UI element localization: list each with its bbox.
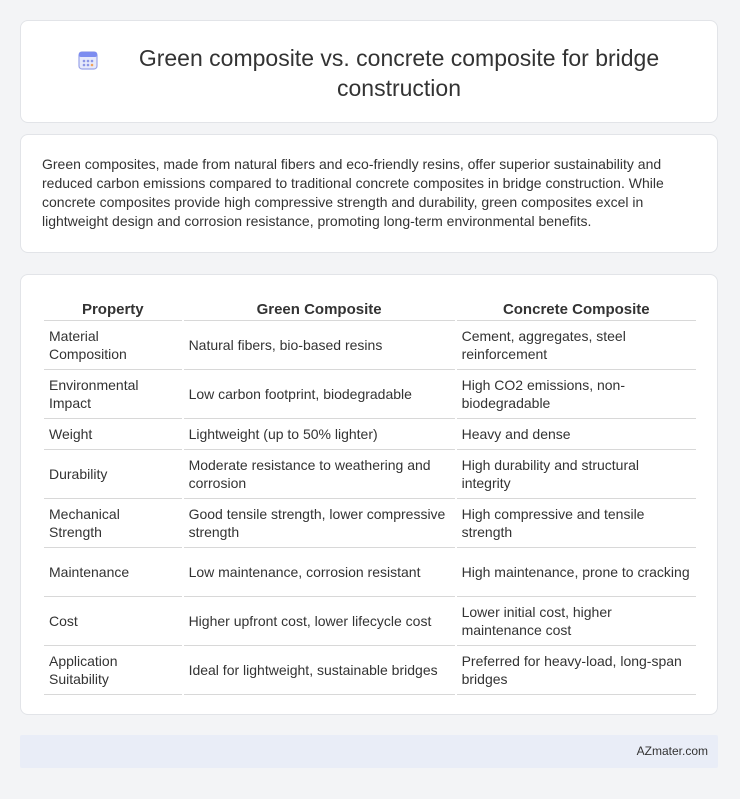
concrete-cell: Lower initial cost, higher maintenance cost	[457, 597, 696, 646]
concrete-cell: High compressive and tensile strength	[457, 499, 696, 548]
footer-brand[interactable]: AZmater.com	[636, 744, 708, 758]
table-row	[44, 321, 696, 370]
green-cell: Natural fibers, bio-based resins	[184, 321, 455, 370]
property-cell: Application Suitability	[44, 646, 182, 695]
property-cell: Weight	[44, 419, 182, 450]
green-cell: Good tensile strength, lower compressive strength	[184, 499, 455, 548]
property-cell: Material Composition	[44, 321, 182, 370]
property-cell: Environmental Impact	[44, 370, 182, 419]
table-header-row	[44, 295, 696, 321]
green-cell: Lightweight (up to 50% lighter)	[184, 419, 455, 450]
green-cell: Low carbon footprint, biodegradable	[184, 370, 455, 419]
green-cell: Moderate resistance to weathering and corrosion	[184, 450, 455, 499]
green-cell: Ideal for lightweight, sustainable bridges	[184, 646, 455, 695]
property-cell: Mechanical Strength	[44, 499, 182, 548]
green-cell: Higher upfront cost, lower lifecycle cost	[184, 597, 455, 646]
property-cell: Cost	[44, 597, 182, 646]
concrete-cell: High CO2 emissions, non-biodegradable	[457, 370, 696, 419]
table-row	[44, 499, 696, 548]
concrete-cell: Preferred for heavy-load, long-span bridges	[457, 646, 696, 695]
table-row	[44, 646, 696, 695]
comparison-card	[20, 274, 718, 715]
header-property: Property	[44, 295, 182, 321]
header-green-composite: Green Composite	[184, 295, 455, 321]
table-row	[44, 548, 696, 597]
concrete-cell: Cement, aggregates, steel reinforcement	[457, 321, 696, 370]
footer-bar	[20, 735, 718, 768]
calendar-icon	[77, 49, 99, 71]
property-cell: Durability	[44, 450, 182, 499]
property-cell: Maintenance	[44, 548, 182, 597]
comparison-table	[42, 295, 698, 695]
table-row	[44, 597, 696, 646]
concrete-cell: Heavy and dense	[457, 419, 696, 450]
concrete-cell: High maintenance, prone to cracking	[457, 548, 696, 597]
page-title: Green composite vs. concrete composite for bridge construction	[138, 45, 660, 101]
intro-text: Green composites, made from natural fibers and eco-friendly resins, offer superior sustainability and reduced carbon emissions compared to traditional concrete composites in bridge construction. While concrete composites provide high compressive strength and durability, green composites excel in lightweight design and corrosion resistance, promoting long-term environmental benefits.	[42, 156, 664, 229]
title-card	[20, 20, 718, 123]
table-row	[44, 370, 696, 419]
header-concrete-composite: Concrete Composite	[457, 295, 696, 321]
table-row	[44, 419, 696, 450]
green-cell: Low maintenance, corrosion resistant	[184, 548, 455, 597]
intro-card	[20, 134, 718, 253]
concrete-cell: High durability and structural integrity	[457, 450, 696, 499]
table-row	[44, 450, 696, 499]
